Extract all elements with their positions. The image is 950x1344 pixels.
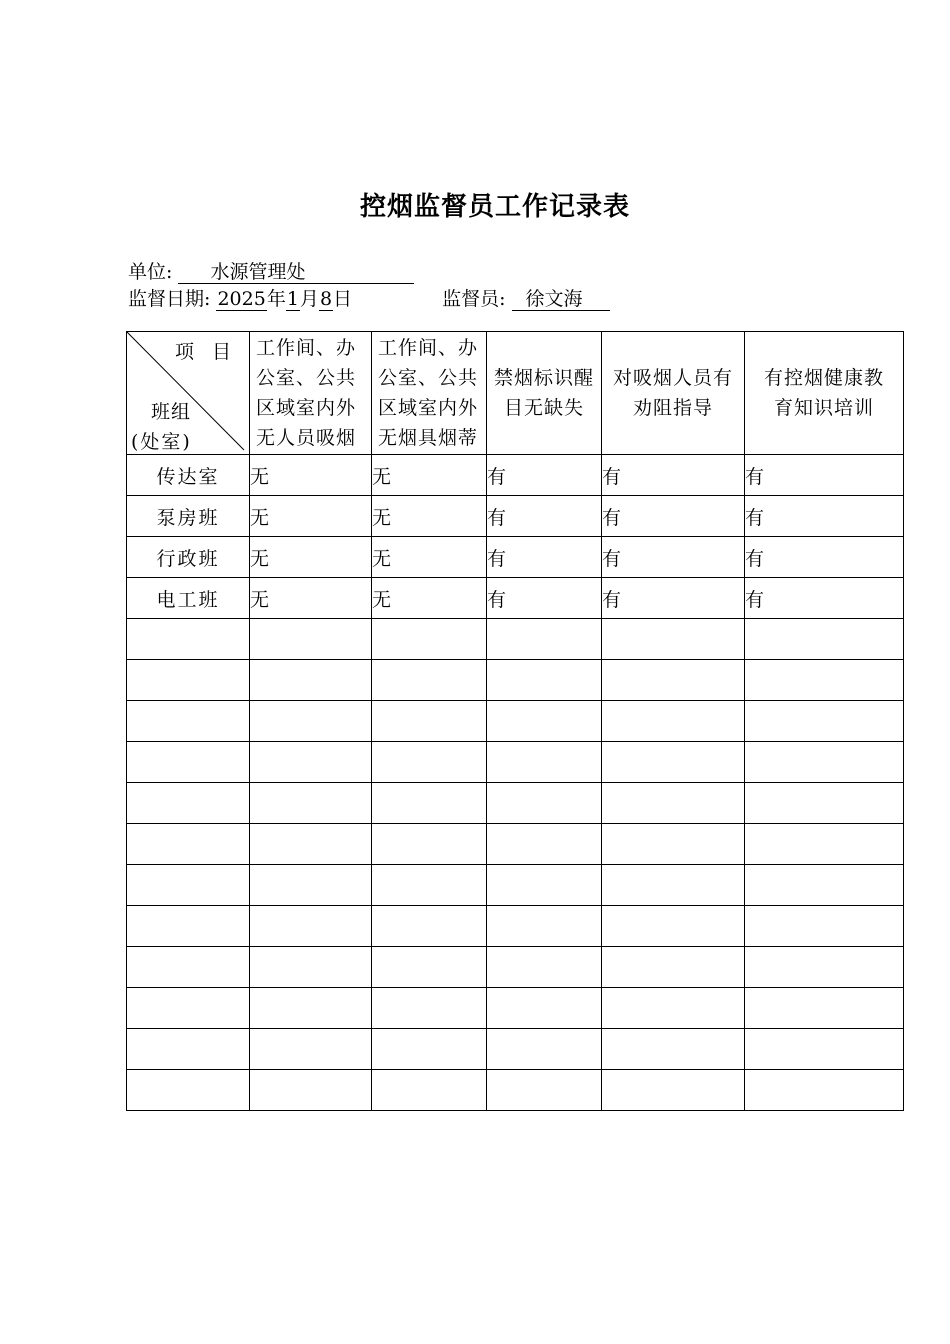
value-cell: [372, 1029, 487, 1070]
group-cell: [127, 947, 250, 988]
corner-group-label: 班组: [151, 401, 192, 423]
value-cell: [745, 865, 904, 906]
value-cell: [487, 701, 602, 742]
record-table: [126, 331, 904, 1111]
value-cell: [372, 660, 487, 701]
group-cell: 泵房班: [127, 496, 250, 537]
value-cell: [602, 988, 745, 1029]
value-cell: [372, 619, 487, 660]
value-cell: [745, 742, 904, 783]
value-cell: [250, 1070, 372, 1111]
column-header: 禁烟标识醒目无缺失: [487, 332, 602, 455]
value-cell: [487, 783, 602, 824]
value-cell: 有: [602, 455, 745, 496]
group-cell: [127, 988, 250, 1029]
value-cell: [602, 660, 745, 701]
value-cell: [487, 1029, 602, 1070]
date-month: 1: [286, 288, 299, 310]
value-cell: [745, 906, 904, 947]
value-cell: 有: [487, 578, 602, 619]
value-cell: [602, 865, 745, 906]
date-year: 2025: [217, 288, 266, 310]
value-cell: 无: [372, 537, 487, 578]
value-cell: [745, 947, 904, 988]
table-row: [127, 496, 904, 537]
date-label: 监督日期:: [128, 288, 211, 310]
table-row: [127, 455, 904, 496]
table-row: [127, 537, 904, 578]
value-cell: [745, 619, 904, 660]
table-row: [127, 783, 904, 824]
column-header: 有控烟健康教育知识培训: [745, 332, 904, 455]
column-header: 工作间、办公室、公共区域室内外无人员吸烟: [250, 332, 372, 455]
column-header: 工作间、办公室、公共区域室内外无烟具烟蒂: [372, 332, 487, 455]
value-cell: 有: [602, 496, 745, 537]
value-cell: [487, 742, 602, 783]
value-cell: 无: [250, 455, 372, 496]
table-body: [127, 455, 904, 1111]
value-cell: [487, 947, 602, 988]
date-month-suffix: 月: [299, 288, 319, 310]
group-cell: [127, 783, 250, 824]
value-cell: [372, 1070, 487, 1111]
group-cell: [127, 742, 250, 783]
value-cell: [602, 619, 745, 660]
unit-label: 单位:: [128, 261, 173, 283]
table-row: [127, 988, 904, 1029]
supervisor-value: 徐文海: [512, 288, 610, 311]
value-cell: 有: [487, 537, 602, 578]
value-cell: [250, 701, 372, 742]
column-header: 对吸烟人员有劝阻指导: [602, 332, 745, 455]
group-cell: [127, 824, 250, 865]
value-cell: [487, 865, 602, 906]
value-cell: [372, 824, 487, 865]
table-row: [127, 1029, 904, 1070]
unit-line: [128, 257, 414, 284]
value-cell: 有: [487, 455, 602, 496]
group-cell: 电工班: [127, 578, 250, 619]
table-row: [127, 578, 904, 619]
table-row: [127, 660, 904, 701]
value-cell: [602, 783, 745, 824]
value-cell: [250, 865, 372, 906]
value-cell: 无: [372, 578, 487, 619]
table-row: [127, 947, 904, 988]
table-row: [127, 906, 904, 947]
corner-item-label: 项 目: [174, 341, 237, 363]
value-cell: [602, 824, 745, 865]
supervisor-label: 监督员:: [442, 288, 506, 310]
value-cell: [250, 619, 372, 660]
group-cell: [127, 865, 250, 906]
table-row: [127, 865, 904, 906]
value-cell: [602, 947, 745, 988]
date-day-suffix: 日: [333, 288, 353, 310]
value-cell: [250, 824, 372, 865]
value-cell: [372, 701, 487, 742]
value-cell: 有: [745, 578, 904, 619]
value-cell: 有: [745, 455, 904, 496]
table-row: [127, 824, 904, 865]
group-cell: 传达室: [127, 455, 250, 496]
group-cell: [127, 619, 250, 660]
value-cell: [487, 660, 602, 701]
corner-header: [127, 332, 250, 455]
value-cell: [250, 906, 372, 947]
value-cell: [745, 1070, 904, 1111]
group-cell: [127, 701, 250, 742]
value-cell: [745, 701, 904, 742]
value-cell: [250, 988, 372, 1029]
value-cell: [487, 906, 602, 947]
table-row: [127, 742, 904, 783]
value-cell: [602, 742, 745, 783]
group-cell: [127, 906, 250, 947]
value-cell: 无: [250, 496, 372, 537]
value-cell: [745, 660, 904, 701]
value-cell: [602, 1070, 745, 1111]
unit-value: 水源管理处: [178, 261, 414, 284]
value-cell: [250, 742, 372, 783]
value-cell: [372, 865, 487, 906]
group-cell: 行政班: [127, 537, 250, 578]
value-cell: 无: [250, 578, 372, 619]
value-cell: 无: [250, 537, 372, 578]
value-cell: [745, 988, 904, 1029]
value-cell: [372, 742, 487, 783]
date-day: 8: [319, 288, 333, 310]
value-cell: [372, 947, 487, 988]
group-cell: [127, 1029, 250, 1070]
table-row: [127, 701, 904, 742]
value-cell: 无: [372, 455, 487, 496]
value-cell: 有: [602, 578, 745, 619]
value-cell: [250, 660, 372, 701]
table-row: [127, 1070, 904, 1111]
group-cell: [127, 660, 250, 701]
value-cell: 无: [372, 496, 487, 537]
value-cell: [745, 783, 904, 824]
value-cell: [487, 824, 602, 865]
value-cell: 有: [487, 496, 602, 537]
value-cell: 有: [745, 496, 904, 537]
value-cell: [602, 906, 745, 947]
header-row: [127, 332, 904, 455]
value-cell: [372, 988, 487, 1029]
value-cell: [487, 1070, 602, 1111]
table-row: [127, 619, 904, 660]
corner-office-label: (处室): [131, 431, 192, 453]
value-cell: [602, 701, 745, 742]
value-cell: [487, 988, 602, 1029]
value-cell: [250, 783, 372, 824]
value-cell: 有: [602, 537, 745, 578]
group-cell: [127, 1070, 250, 1111]
date-line: [128, 284, 610, 311]
value-cell: [250, 947, 372, 988]
date-year-suffix: 年: [266, 288, 286, 310]
value-cell: [372, 906, 487, 947]
value-cell: [745, 824, 904, 865]
value-cell: [487, 619, 602, 660]
value-cell: 有: [745, 537, 904, 578]
value-cell: [602, 1029, 745, 1070]
value-cell: [250, 1029, 372, 1070]
value-cell: [372, 783, 487, 824]
page-title: 控烟监督员工作记录表: [359, 192, 630, 222]
value-cell: [745, 1029, 904, 1070]
